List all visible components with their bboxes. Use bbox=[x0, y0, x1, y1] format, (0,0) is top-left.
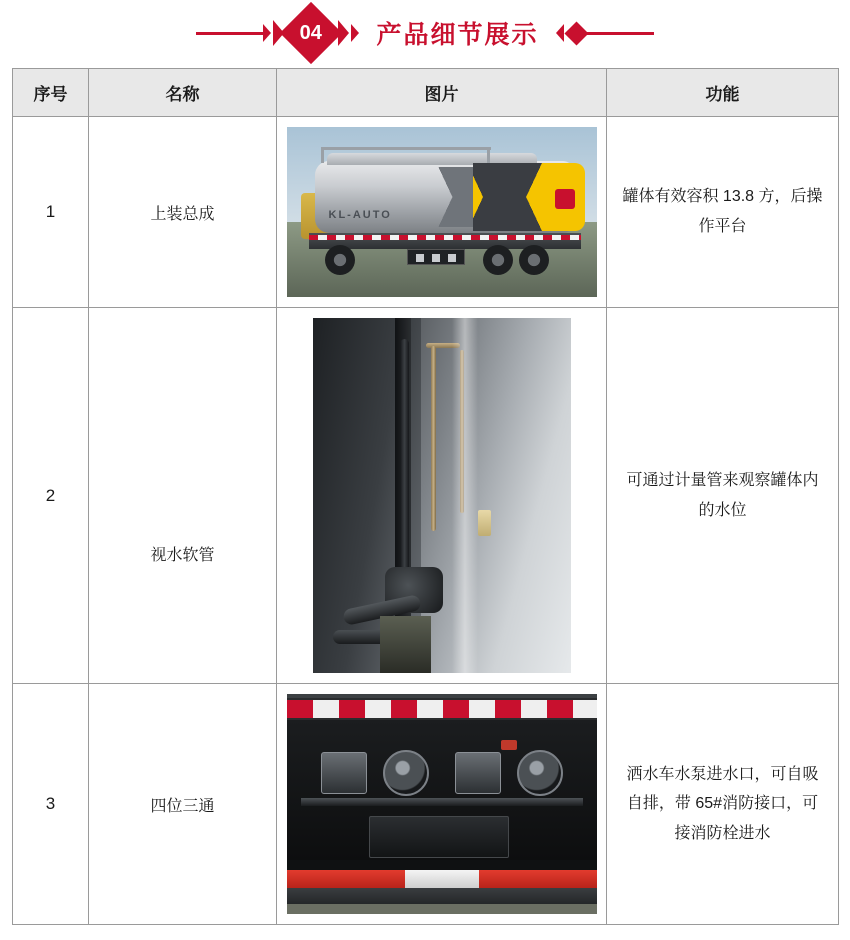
row-number: 3 bbox=[13, 684, 89, 925]
row-name: 四位三通 bbox=[89, 684, 277, 925]
row-name: 视水软管 bbox=[89, 308, 277, 684]
banner-line-left bbox=[196, 32, 264, 35]
truck-wheel bbox=[483, 245, 513, 275]
measuring-pipe bbox=[431, 346, 436, 531]
row-function: 洒水车水泵进水口，可自吸自排，带 65#消防接口，可接消防栓进水 bbox=[607, 684, 839, 925]
photo-ground bbox=[287, 904, 597, 914]
row-number: 2 bbox=[13, 308, 89, 684]
center-plate bbox=[369, 816, 509, 858]
column-header-no: 序号 bbox=[13, 69, 89, 117]
chevron-right-icon-small-2 bbox=[351, 24, 359, 42]
red-valve-handle bbox=[501, 740, 517, 750]
row-image-cell bbox=[277, 684, 607, 925]
reflective-stripe bbox=[309, 235, 581, 240]
table-row bbox=[13, 308, 839, 684]
tank-rail bbox=[321, 147, 491, 150]
section-banner bbox=[0, 0, 850, 60]
column-header-name: 名称 bbox=[89, 69, 277, 117]
water-level-hose-photo bbox=[313, 318, 571, 673]
rear-white-block bbox=[405, 870, 479, 888]
tank-rail-post-left bbox=[321, 147, 324, 163]
tank-reflection bbox=[452, 318, 478, 673]
truck-wheel bbox=[519, 245, 549, 275]
tanker-truck-photo bbox=[287, 127, 597, 297]
detail-table-wrapper bbox=[0, 60, 850, 925]
truck-brand-text: KL-AUTO bbox=[328, 209, 392, 221]
row-function: 罐体有效容积 13.8 方，后操作平台 bbox=[607, 117, 839, 308]
table-row bbox=[13, 684, 839, 925]
tank-rail-post-right bbox=[487, 147, 490, 163]
column-header-function: 功能 bbox=[607, 69, 839, 117]
diamond-icon bbox=[564, 21, 588, 45]
row-number: 1 bbox=[13, 117, 89, 308]
table-header-row bbox=[13, 69, 839, 117]
rear-equipment-box bbox=[407, 249, 465, 265]
metal-tab bbox=[478, 510, 491, 536]
chevron-right-icon-small bbox=[263, 24, 271, 42]
truck-wheel bbox=[325, 245, 355, 275]
section-number-text: 04 bbox=[300, 21, 323, 44]
chevron-left-icon-small bbox=[556, 24, 564, 42]
four-position-three-way-valve-photo bbox=[287, 694, 597, 914]
row-function: 可通过计量管来观察罐体内的水位 bbox=[607, 308, 839, 684]
row-image-cell bbox=[277, 308, 607, 684]
section-title: 产品细节展示 bbox=[376, 21, 539, 49]
valve-box-right bbox=[455, 752, 501, 794]
horizontal-pipe bbox=[301, 798, 583, 806]
section-number-badge bbox=[280, 2, 342, 64]
row-name: 上装总成 bbox=[89, 117, 277, 308]
column-header-image: 图片 bbox=[277, 69, 607, 117]
brand-logo-icon bbox=[555, 189, 575, 209]
valve-box-left bbox=[321, 752, 367, 794]
valve-round-right bbox=[517, 750, 563, 796]
rear-warning-stripe bbox=[287, 698, 597, 720]
row-image-cell bbox=[277, 117, 607, 308]
black-hose bbox=[400, 339, 409, 595]
table-row bbox=[13, 117, 839, 308]
banner-line-right bbox=[586, 32, 654, 35]
photo-floor bbox=[380, 616, 432, 673]
product-detail-table bbox=[12, 68, 839, 925]
valve-round-left bbox=[383, 750, 429, 796]
